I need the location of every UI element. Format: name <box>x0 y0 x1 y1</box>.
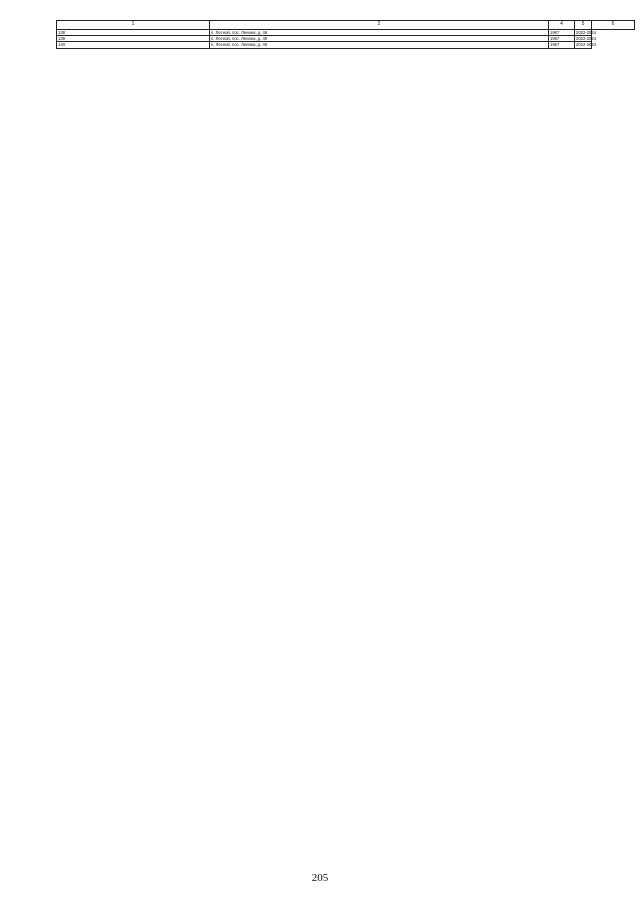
table-row <box>57 42 635 48</box>
works-table <box>56 20 635 49</box>
row-period: 2022-2024 <box>576 36 597 42</box>
header-col-1: 1 <box>57 21 210 30</box>
header-col-6: 6 <box>592 21 635 30</box>
row-address: п. Лесной, пос. Ленина, д. 49 <box>210 42 549 48</box>
document-page <box>56 20 619 49</box>
page-number: 205 <box>311 872 329 884</box>
row-number: 140 <box>57 42 210 48</box>
row-year: 1967 <box>549 30 575 36</box>
table-header-row <box>57 21 635 30</box>
row-period: 2022-2024 <box>576 30 597 35</box>
row-address: п. Лесной, пос. Ленина, д. 49 <box>210 36 549 42</box>
header-col-5: 5 <box>575 21 592 30</box>
row-number: 138 <box>57 30 210 36</box>
row-period: 2022-2024 <box>576 42 597 48</box>
row-address: п. Лесной, пос. Ленина, д. 49 <box>210 30 549 36</box>
row-year: 1967 <box>549 42 575 48</box>
row-year: 1967 <box>549 36 575 42</box>
header-col-2: 2 <box>210 21 549 30</box>
header-col-4: 4 <box>549 21 575 30</box>
row-number: 139 <box>57 36 210 42</box>
